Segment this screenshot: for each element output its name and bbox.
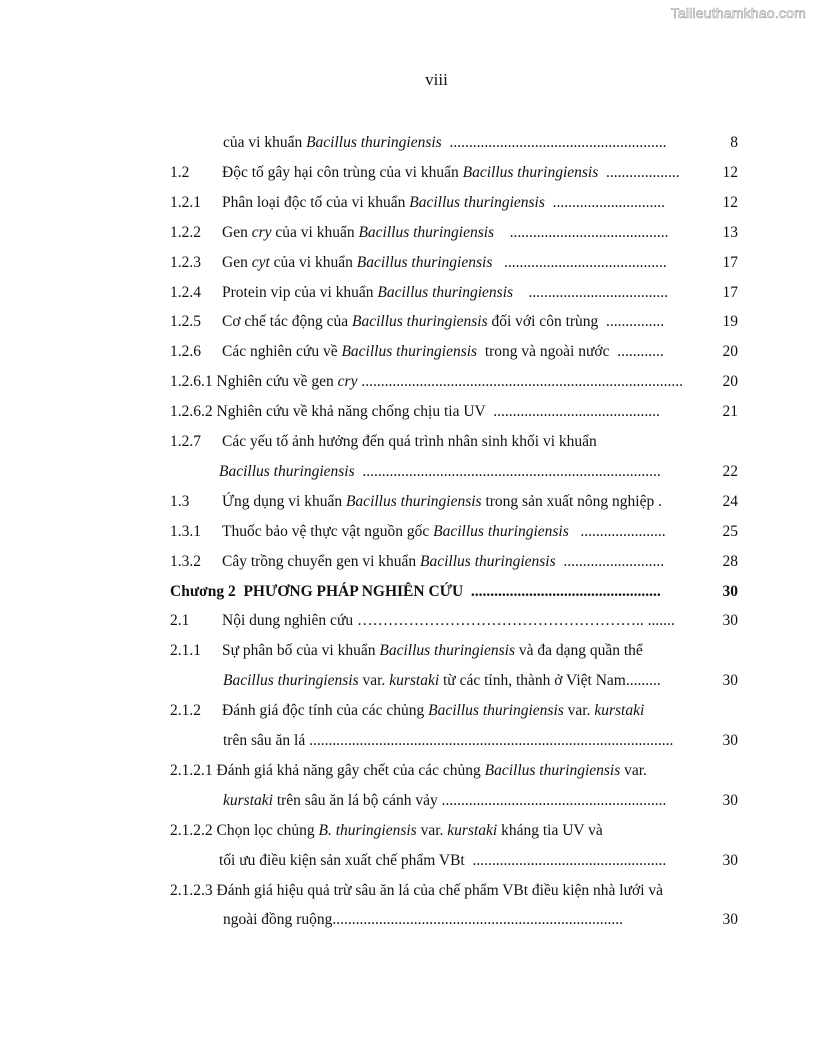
toc-page-number: 19 [722, 313, 738, 331]
toc-page-number: 24 [722, 492, 738, 510]
toc-leader-dots: ............................. [552, 193, 665, 211]
toc-entry-text: trong sản xuất nông nghiệp [481, 492, 659, 510]
toc-entry-text: tối ưu điều kiện sản xuất chế phẩm VBt [219, 851, 473, 869]
toc-entry-text: Đánh giá hiệu quả trừ sâu ăn lá của chế phẩm VBt điều kiện nhà lưới và [216, 881, 664, 899]
toc-entry-number: 1.2.6.1 [170, 373, 213, 391]
toc-entry-text: của vi khuẩn [269, 253, 357, 271]
toc-entry-text: Chọn lọc chủng [216, 821, 319, 839]
toc-page-number: 12 [722, 193, 738, 211]
toc-entry-number: 2.1.1 [170, 642, 201, 660]
toc-entry-text: ngoài đồng ruộng [223, 911, 333, 929]
toc-entry [219, 851, 738, 871]
toc-entry-text: Sự phân bố của vi khuẩn [222, 642, 380, 660]
toc-page-number: 28 [722, 552, 738, 570]
toc-leader-dots: .......................... [563, 552, 665, 570]
toc-entry-number: 1.3.1 [170, 522, 201, 540]
toc-leader-dots: ........................................................................... [332, 911, 623, 929]
toc-leader-dots: ................... [606, 163, 680, 181]
toc-leader-dots: .................................... [528, 283, 669, 301]
toc-entry-text: Bacillus thuringiensis [409, 193, 545, 211]
toc-entry-text: từ các tỉnh, thành ở Việt Nam [439, 672, 626, 690]
toc-leader-dots: ......................................... [509, 223, 669, 241]
toc-entry-text [442, 133, 450, 153]
toc-entry-text: Cây trồng chuyển gen vi khuẩn [222, 552, 421, 570]
toc-page-number: 30 [722, 911, 738, 929]
toc-entry-text: Thuốc bảo vệ thực vật nguồn gốc [222, 522, 434, 540]
toc-entry [223, 671, 738, 691]
toc-entry-text: trong và ngoài nước [477, 343, 618, 361]
toc-entry-text: Các nghiên cứu về [222, 343, 342, 361]
toc-page-number: 30 [722, 582, 738, 600]
toc-entry [170, 881, 663, 901]
toc-leader-dots: ................................................................................... [361, 373, 683, 391]
toc-entry-number: 1.3.2 [170, 552, 201, 570]
toc-entry-text: Cơ chế tác động của [222, 313, 352, 331]
toc-entry-number: 1.2.2 [170, 223, 201, 241]
toc-entry-number: 1.2.7 [170, 433, 201, 450]
toc-entry-number: Chương 2 [170, 582, 236, 600]
toc-entry-number: 2.1.2.2 [170, 821, 213, 839]
toc-entry [170, 611, 738, 631]
toc-entry-number: 1.2.6.2 [170, 403, 213, 421]
toc-entry [170, 701, 644, 721]
toc-page-number: 30 [722, 672, 738, 690]
toc-entry-text [556, 552, 564, 572]
toc-entry-text: PHƯƠNG PHÁP NGHIÊN CỨU [235, 582, 471, 600]
toc-page-number: 30 [722, 851, 738, 869]
page-number: viii [425, 70, 448, 89]
toc-entry-text: Bacillus thuringiensis [219, 462, 355, 480]
toc-entry [170, 312, 738, 332]
toc-entry-text: Các yếu tố ảnh hưởng đến quá trình nhân sinh khối vi khuẩn [222, 433, 597, 450]
toc-page-number: 20 [722, 373, 738, 391]
toc-entry-text: kurstaki [447, 821, 498, 839]
toc-entry [170, 522, 738, 542]
toc-entry-text [513, 283, 529, 303]
toc-entry-text: kháng tia UV và [497, 821, 603, 839]
toc-entry-text: Bacillus thuringiensis [356, 253, 493, 271]
toc-entry-text: Phân loại độc tố của vi khuẩn [222, 193, 410, 211]
toc-leader-dots: .............................................................................................. [309, 732, 674, 749]
toc-entry-number: 2.1.2.3 [170, 881, 213, 899]
toc-leader-dots: ................................................. [470, 582, 661, 600]
toc-page-number: 17 [722, 283, 738, 301]
toc-entry [170, 552, 738, 572]
toc-page-number: 22 [722, 462, 738, 480]
toc-entry-text: Nghiên cứu về gen [216, 373, 338, 391]
toc-entry [170, 163, 738, 183]
toc-entry-number: 2.1.2 [170, 702, 201, 720]
toc-entry-text: Bacillus thuringiensis [377, 283, 514, 301]
toc-entry-text: Đánh giá độc tính của các chủng [222, 702, 429, 720]
toc-entry-text: Bacillus thuringiensis [306, 134, 442, 151]
toc-entry-text [598, 163, 606, 183]
toc-leader-dots: ........................................................ [449, 134, 667, 151]
toc-entry-text: cry [251, 223, 272, 241]
toc-entry-text: và đa dạng quần thể [514, 642, 643, 660]
toc-entry [170, 761, 647, 781]
toc-leader-dots: ......... [625, 672, 661, 690]
toc-entry-text: Nội dung nghiên cứu [222, 612, 357, 630]
toc-page-number: 30 [722, 791, 738, 809]
toc-entry-number: 1.3 [170, 492, 190, 510]
toc-leader-dots: ............ [617, 343, 664, 361]
toc-leader-dots: . [658, 492, 662, 510]
toc-leader-dots: .......................................... [503, 253, 667, 271]
toc-entry [170, 342, 738, 362]
toc-entry-text: Bacillus thuringiensis [345, 492, 482, 510]
toc-page-number: 12 [722, 163, 738, 181]
toc-page-number: 13 [722, 223, 738, 241]
toc-page-number: 20 [722, 343, 738, 361]
toc-entry-text: var. [563, 702, 595, 720]
toc-entry-number: 2.1.2.1 [170, 761, 213, 779]
toc-entry-number: 1.2.6 [170, 343, 201, 361]
toc-entry-text: Bacillus thuringiensis [223, 672, 359, 690]
toc-entry-text: var. [416, 821, 448, 839]
toc-entry-text: Bacillus thuringiensis [352, 313, 488, 331]
toc-entry-text: Nghiên cứu về khả năng chống chịu tia UV [216, 403, 494, 421]
toc-entry-text [494, 223, 510, 243]
toc-entry [170, 402, 738, 422]
toc-entry-text: Protein vip của vi khuẩn [222, 283, 378, 301]
toc-leader-dots: ............... [606, 313, 665, 331]
toc-entry-text: cry [337, 373, 358, 391]
toc-entry-number: 1.2.5 [170, 313, 201, 331]
toc-entry [170, 492, 738, 512]
toc-leader-dots: .................................................. [472, 851, 667, 869]
toc-entry [170, 253, 738, 273]
toc-entry-text: trên sâu ăn lá bộ cánh vảy [272, 791, 442, 809]
toc-entry-text: Bacillus thuringiensis [341, 343, 478, 361]
toc-entry-text: Độc tố gây hại côn trùng của vi khuẩn [222, 163, 463, 181]
toc-entry [170, 193, 738, 213]
toc-leader-dots: ........................................... [493, 403, 660, 421]
toc-entry-text: kurstaki [389, 672, 440, 690]
toc-page-number: 30 [722, 732, 738, 749]
toc-entry-text [569, 522, 581, 542]
toc-page-number: 8 [730, 134, 738, 151]
toc-entry-text: var. [358, 672, 390, 690]
toc-entry-text: Gen [222, 223, 252, 241]
toc-entry-number: 1.2.3 [170, 253, 201, 271]
toc-entry-text: kurstaki [594, 702, 645, 720]
toc-entry-text [545, 193, 553, 213]
toc-entry-text: trên sâu ăn lá [223, 732, 310, 749]
toc-entry-text: kurstaki [223, 791, 273, 809]
toc-page-number: 17 [722, 253, 738, 271]
toc-entry-text: của vi khuẩn [271, 223, 359, 241]
toc-entry-number: 1.2.1 [170, 193, 201, 211]
toc-entry-text: đối với côn trùng [487, 313, 607, 331]
toc-page-number: 30 [722, 612, 738, 630]
toc-entry-text: Gen [222, 253, 252, 271]
toc-entry-text [355, 462, 363, 482]
toc-entry [170, 582, 738, 602]
toc-entry [223, 910, 738, 930]
toc-leader-dots: ...................... [580, 522, 666, 540]
toc-entry-text: Đánh giá khả năng gây chết của các chủng [216, 761, 485, 779]
toc-leader-dots: ……………………………………………….. ....... [356, 612, 675, 630]
toc-entry-text: Ứng dụng vi khuẩn [222, 492, 346, 510]
toc-entry [170, 432, 597, 452]
toc-entry-number: 1.2.4 [170, 283, 201, 301]
toc-leader-dots: .......................................................... [441, 791, 667, 809]
toc-page-number: 25 [722, 522, 738, 540]
toc-entry [223, 791, 738, 811]
watermark: Tailieuthamkhao.com [670, 5, 806, 21]
toc-entry [170, 283, 738, 303]
toc-entry-text: Bacillus thuringiensis [484, 761, 621, 779]
toc-entry-number: 2.1 [170, 612, 190, 630]
toc-entry-text [492, 253, 504, 273]
toc-entry [170, 223, 738, 243]
toc-entry [170, 821, 603, 841]
toc-entry-text: Bacillus thuringiensis [462, 163, 599, 181]
toc-entry-text: var. [620, 761, 647, 779]
toc-entry-text: Bacillus thuringiensis [379, 642, 515, 660]
toc-page-number: 21 [722, 403, 738, 421]
toc-entry-text: của vi khuẩn [223, 134, 307, 151]
toc-entry [170, 641, 643, 661]
toc-entry-text: Bacillus thuringiensis [420, 552, 556, 570]
toc-entry [223, 731, 738, 751]
toc-leader-dots: ............................................................................. [362, 462, 661, 480]
toc-entry-text: B. thuringiensis [318, 821, 417, 839]
toc-entry-text: Bacillus thuringiensis [358, 223, 495, 241]
toc-entry [223, 133, 738, 153]
toc-entry-number: 1.2 [170, 163, 190, 181]
toc-entry-text: Bacillus thuringiensis [428, 702, 564, 720]
toc-entry-text: Bacillus thuringiensis [433, 522, 569, 540]
toc-entry-text: cyt [251, 253, 270, 271]
toc-entry [170, 372, 738, 392]
toc-entry [219, 462, 738, 482]
